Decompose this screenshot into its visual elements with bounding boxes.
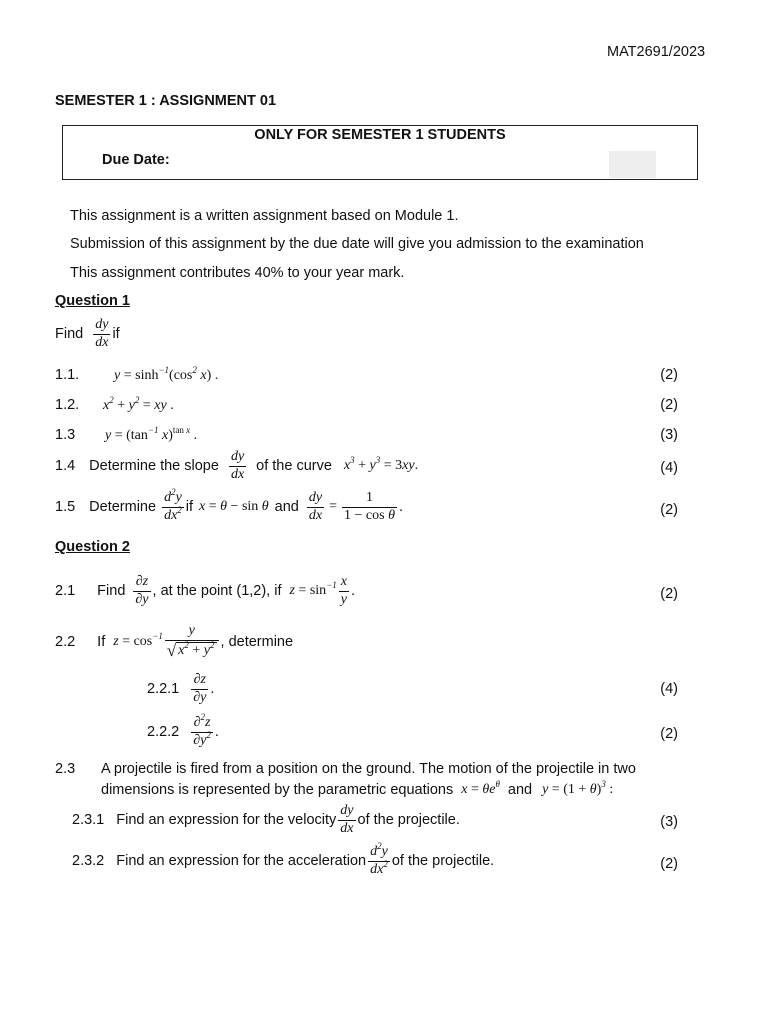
item-2-1-partial-fraction: $\frac{\partial z}{\partial y}$	[135, 574, 149, 607]
item-2-1-row	[55, 575, 355, 607]
item-2-2-2-row	[147, 712, 219, 748]
item-1-3-equation: $y = (\tan^{-1}$ x)$^{tan x}$ .	[105, 425, 198, 443]
item-1-1-marks: (2)	[660, 367, 678, 383]
item-1-4-equation: $x^3 + y^3 = 3xy$.	[343, 455, 419, 474]
semester-notice-heading: ONLY FOR SEMESTER 1 STUDENTS	[254, 127, 506, 143]
item-1-4-fraction: $\frac{dy}{dx}$	[230, 449, 245, 482]
item-2-3-2-number: 2.3.2	[72, 853, 105, 870]
item-2-2-text-b: , determine	[220, 634, 294, 651]
assignment-title: SEMESTER 1 : ASSIGNMENT 01	[55, 93, 277, 109]
item-2-3-x-equation: $x = \theta e^\theta$	[461, 779, 500, 797]
item-2-3-1-suffix: of the projectile.	[357, 812, 460, 829]
item-2-3-2-marks: (2)	[660, 856, 678, 872]
item-1-4-marks: (4)	[660, 460, 678, 476]
item-1-5-text-c: and	[274, 499, 299, 516]
due-date-label: Due Date:	[102, 152, 170, 168]
due-date-value-field	[609, 151, 656, 178]
item-1-4-number: 1.4	[55, 458, 76, 475]
item-2-2-1-marks: (4)	[660, 681, 678, 697]
item-2-3-line-1: A projectile is fired from a position on the ground. The motion of the projectile in two	[101, 761, 636, 777]
item-2-2-text-a: If	[97, 634, 106, 651]
item-1-5-x-equation: x = θ − sin θ	[199, 499, 269, 515]
item-2-2-2-number: 2.2.2	[147, 724, 180, 741]
item-2-2-2-marks: (2)	[660, 726, 678, 742]
item-2-3-line-2-text: dimensions is represented by the parametric equations	[101, 782, 454, 798]
item-1-5-dy-dx: $\frac{dy}{dx}$	[308, 490, 323, 523]
item-2-3-2-row	[72, 841, 495, 877]
item-2-1-equation: $z = \sin^{-1}$	[289, 580, 337, 599]
item-1-5-marks: (2)	[660, 502, 678, 518]
intro-line-2: Submission of this assignment by the due date will give you admission to the examination	[70, 236, 644, 252]
question-1-instruction	[55, 318, 120, 350]
dy-dx-fraction: $\frac{dy}{dx}$	[95, 317, 109, 350]
question-1-heading: Question 1	[55, 293, 130, 309]
item-1-4-text-a: Determine the slope	[89, 458, 219, 475]
item-2-1-period: .	[350, 583, 356, 600]
item-1-1-equation: $y = \sinh^{-1}(\cos^2$ x) .	[114, 365, 219, 383]
item-2-1-text-b: , at the point (1,2), if	[152, 583, 282, 600]
item-1-2-equation: $x^2 + y^2$ = xy .	[103, 395, 174, 413]
item-2-2-1-period: .	[210, 681, 215, 698]
item-2-3-2-suffix: of the projectile.	[391, 853, 495, 870]
item-2-3-1-row	[72, 804, 460, 836]
item-1-2-marks: (2)	[660, 397, 678, 413]
item-1-5-row	[55, 487, 403, 523]
find-label: Find	[55, 326, 84, 343]
item-2-3-1-number: 2.3.1	[72, 812, 105, 829]
item-2-3-y-equation: $y = (1 + \theta)^3$ :	[542, 779, 614, 797]
item-2-2-1-partial-fraction: $\frac{\partial z}{\partial y}$	[193, 672, 207, 705]
item-1-3-marks: (3)	[660, 427, 678, 443]
item-1-5-number: 1.5	[55, 499, 76, 516]
intro-line-3: This assignment contributes 40% to your year mark.	[70, 265, 405, 281]
item-1-4-row	[55, 450, 418, 482]
item-2-2-number: 2.2	[55, 634, 76, 651]
item-2-3-1-text: Find an expression for the velocity	[116, 812, 337, 829]
item-2-2-2-second-partial: $\frac{\partial^2z}{\partial y^2}$	[193, 712, 211, 748]
item-2-1-text-a: Find	[97, 583, 126, 600]
question-2-heading: Question 2	[55, 539, 130, 555]
item-2-2-equation: $z = \cos^{-1}$	[113, 631, 163, 650]
item-1-5-text-b: if	[185, 499, 194, 516]
item-1-5-second-derivative: $\frac{d^2y}{dx^2}$	[164, 487, 182, 523]
item-2-1-x-over-y: $\frac{x}{y}$	[340, 574, 347, 607]
item-2-3-line-2	[101, 779, 614, 798]
item-2-3-2-fraction: $\frac{d^2y}{dx^2}$	[370, 841, 388, 877]
item-2-3-2-text: Find an expression for the acceleration	[116, 853, 367, 870]
item-2-3-and: and	[507, 782, 533, 798]
item-2-2-1-row	[147, 673, 214, 705]
intro-line-1: This assignment is a written assignment based on Module 1.	[70, 208, 459, 224]
item-2-2-2-period: .	[214, 724, 219, 741]
item-2-2-fraction: y √ $x^2 + y^2$	[165, 624, 219, 660]
item-1-5-rhs-fraction: $\frac{1}{\text{1 − cos θ}}$	[344, 490, 395, 523]
item-2-1-number: 2.1	[55, 583, 76, 600]
item-1-1-number: 1.1.	[55, 367, 80, 383]
item-1-5-equals: =	[329, 499, 337, 515]
course-code: MAT2691/2023	[607, 44, 706, 60]
item-1-3-number: 1.3	[55, 427, 76, 443]
item-2-2-row	[55, 624, 293, 660]
item-1-4-text-b: of the curve	[256, 458, 332, 475]
item-2-1-marks: (2)	[660, 586, 678, 602]
item-2-3-1-fraction: $\frac{dy}{dx}$	[340, 803, 354, 836]
item-2-3-1-marks: (3)	[660, 814, 678, 830]
item-2-2-1-number: 2.2.1	[147, 681, 180, 698]
if-label: if	[112, 326, 120, 343]
item-1-5-period: .	[398, 499, 403, 516]
item-1-2-number: 1.2.	[55, 397, 80, 413]
item-2-3-number: 2.3	[55, 761, 76, 777]
item-1-5-text-a: Determine	[89, 499, 157, 516]
